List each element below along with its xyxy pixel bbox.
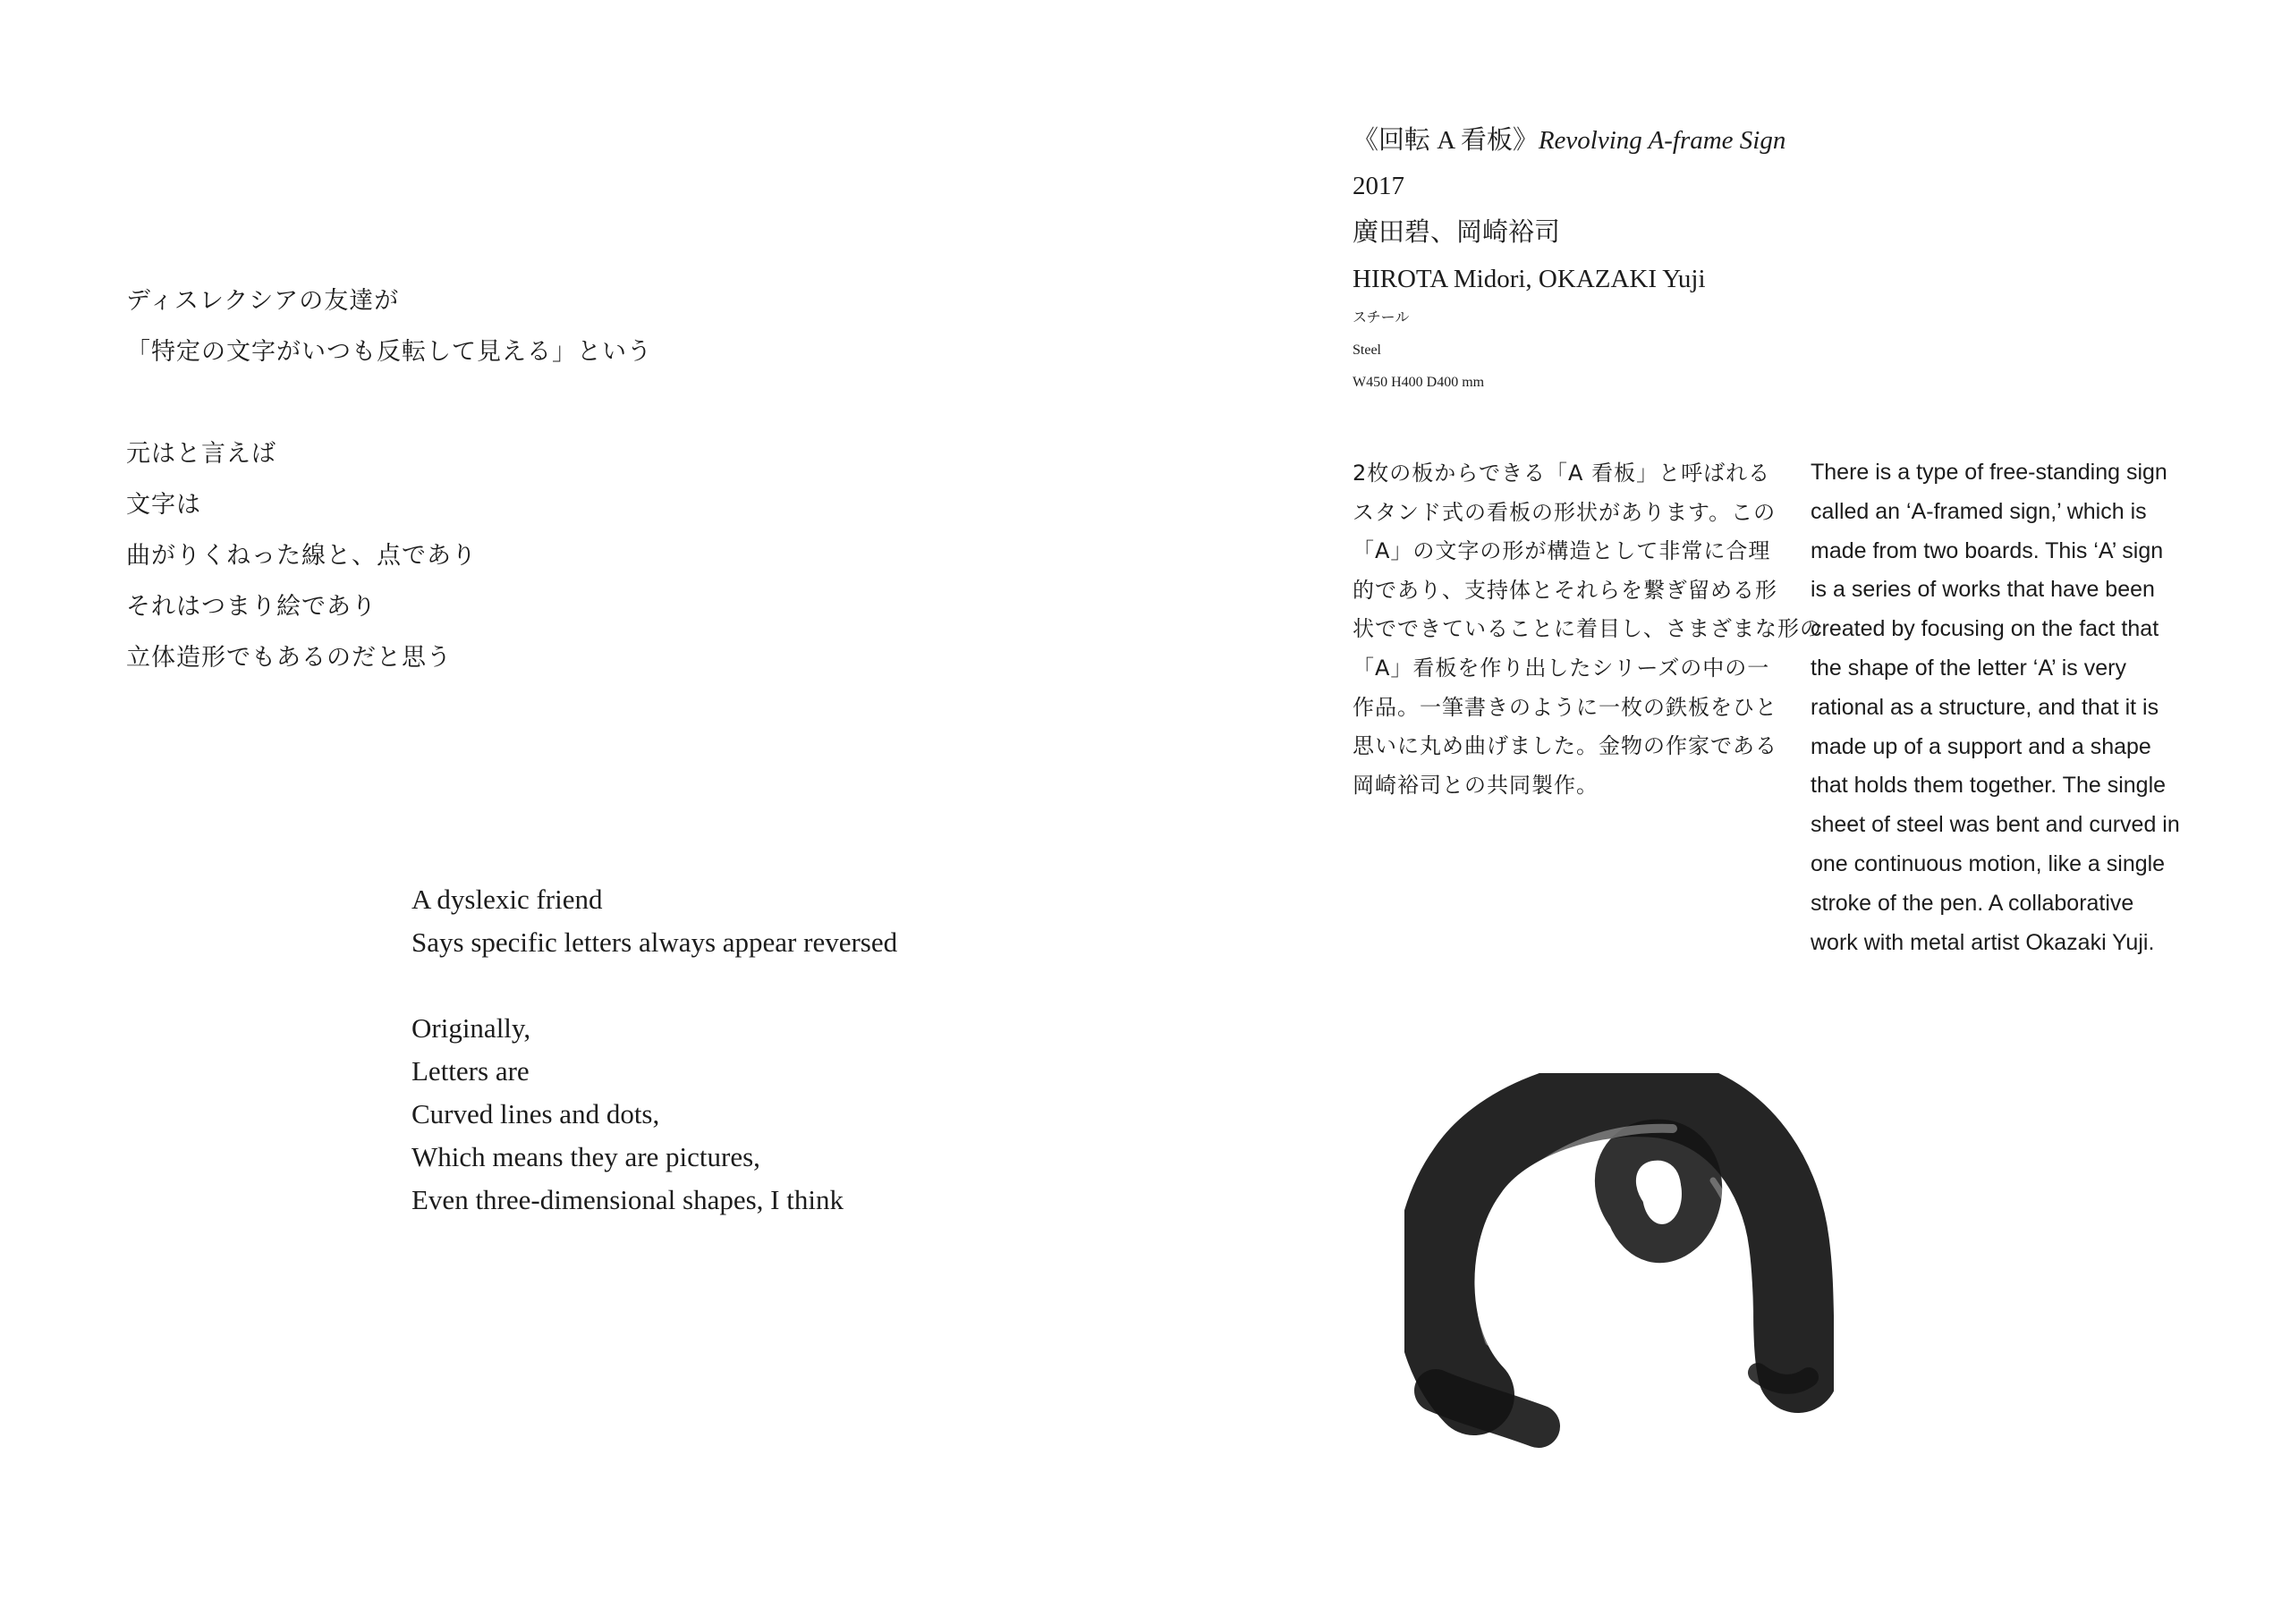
description-jp-line: 「A」の文字の形が構造として非常に合理	[1353, 538, 1771, 564]
artwork-title	[1353, 118, 1785, 163]
stanza-gap	[411, 964, 897, 1007]
description-en-line: rational as a structure, and that it is	[1811, 694, 2159, 720]
poem-en-line: A dyslexic friend	[411, 884, 603, 915]
material-jp: スチール	[1353, 310, 1410, 326]
description-en-line: called an ‘A-framed sign,’ which is	[1811, 498, 2147, 524]
description-jp-line: 思いに丸め曲げました。金物の作家である	[1353, 733, 1777, 759]
poem-japanese	[126, 275, 652, 683]
poem-jp-line: 元はと言えば	[126, 440, 276, 468]
poem-en-line: Originally,	[411, 1012, 531, 1044]
poem-jp-line: ディスレクシアの友達が	[126, 287, 400, 315]
brush-stroke-texture	[1509, 1198, 1552, 1377]
inner-loop-hole	[1642, 1163, 1682, 1224]
description-jp-line: 岡崎裕司との共同製作。	[1353, 772, 1599, 798]
description-en-line: is a series of works that have been	[1811, 577, 2155, 603]
description-jp-line: 的であり、支持体とそれらを繋ぎ留める形	[1353, 577, 1777, 603]
description-en-line: made from two boards. This ‘A’ sign	[1811, 537, 2164, 563]
brush-stroke-artwork	[1404, 1073, 1834, 1449]
poem-english	[411, 878, 897, 1222]
material-en: Steel	[1353, 343, 1381, 358]
artists-jp: 廣田碧、岡崎裕司	[1353, 218, 1561, 247]
description-en-line: that holds them together. The single	[1811, 773, 2167, 799]
description-en-line: There is a type of free-standing sign	[1811, 460, 2167, 485]
description-jp-line: 状でできていることに着目し、さまざまな形の	[1353, 616, 1822, 642]
poem-jp-line: それはつまり絵であり	[126, 593, 377, 621]
poem-en-line: Curved lines and dots,	[411, 1098, 660, 1129]
description-en-line: work with metal artist Okazaki Yuji.	[1811, 929, 2155, 955]
description-en-line: the shape of the letter ‘A’ is very	[1811, 655, 2126, 681]
artists-en: HIROTA Midori, OKAZAKI Yuji	[1353, 265, 1706, 293]
description-japanese	[1353, 454, 1822, 805]
poem-en-line: Letters are	[411, 1055, 530, 1087]
artwork-caption	[1353, 118, 1785, 399]
poem-jp-line: 「特定の文字がいつも反転して見える」という	[126, 338, 652, 366]
poem-jp-line: 曲がりくねった線と、点であり	[126, 542, 477, 570]
artwork-title-jp: 《回転 A 看板》	[1353, 126, 1539, 155]
poem-jp-line: 文字は	[126, 491, 201, 519]
stanza-gap	[126, 377, 652, 428]
poem-en-line: Even three-dimensional shapes, I think	[411, 1184, 844, 1215]
artwork-year: 2017	[1353, 172, 1404, 200]
poem-jp-line: 立体造形でもあるのだと思う	[126, 644, 452, 672]
poem-en-line: Says specific letters always appear reversed	[411, 926, 898, 958]
description-en-line: one continuous motion, like a single	[1811, 850, 2166, 876]
description-jp-line: 作品。一筆書きのように一枚の鉄板をひと	[1353, 694, 1777, 720]
brush-stroke-tail	[1758, 1373, 1809, 1384]
description-en-line: made up of a support and a shape	[1811, 733, 2151, 759]
artwork-title-en: Revolving A-frame Sign	[1538, 126, 1786, 155]
description-en-line: stroke of the pen. A collaborative	[1811, 890, 2134, 916]
description-en-line: sheet of steel was bent and curved in	[1811, 812, 2180, 838]
description-jp-line: スタンド式の看板の形状があります。この	[1353, 499, 1777, 525]
poem-en-line: Which means they are pictures,	[411, 1141, 760, 1172]
description-jp-line: 2枚の板からできる「A 看板」と呼ばれる	[1353, 461, 1771, 486]
dimensions: W450 H400 D400 mm	[1353, 375, 1485, 390]
description-english	[1811, 453, 2204, 962]
description-en-line: created by focusing on the fact that	[1811, 616, 2159, 642]
description-jp-line: 「A」看板を作り出したシリーズの中の一	[1353, 655, 1770, 681]
